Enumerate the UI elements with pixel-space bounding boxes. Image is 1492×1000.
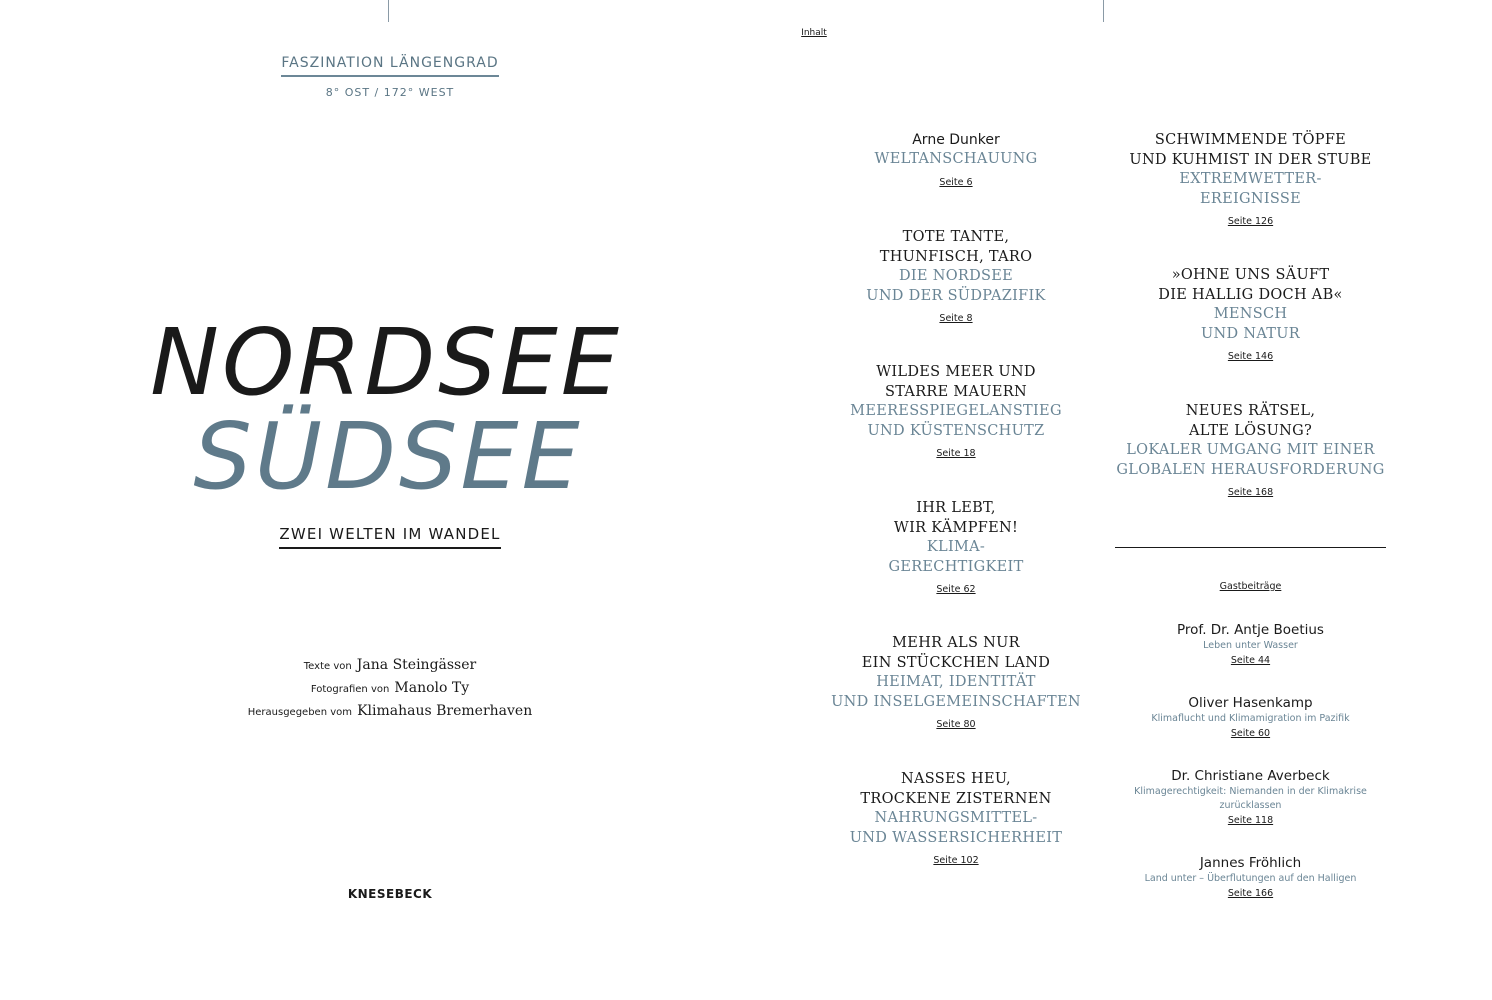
guest-entry[interactable] bbox=[1115, 694, 1386, 741]
toc-subtitle: HEIMAT, IDENTITÄT bbox=[876, 674, 1036, 690]
credit-label: Texte von bbox=[303, 661, 352, 672]
toc-entry[interactable] bbox=[826, 363, 1086, 460]
toc-page-link[interactable]: Seite 80 bbox=[936, 719, 976, 730]
guest-topic: zurücklassen bbox=[1219, 800, 1282, 811]
toc-heading: UND KUHMIST IN DER STUBE bbox=[1129, 151, 1372, 168]
toc-heading: THUNFISCH, TARO bbox=[879, 248, 1033, 265]
toc-subtitle: MENSCH bbox=[1213, 306, 1288, 322]
toc-heading: WIR KÄMPFEN! bbox=[893, 519, 1019, 536]
toc-subtitle: KLIMA- bbox=[926, 539, 986, 555]
book-title-block bbox=[120, 309, 660, 549]
toc-subtitle: UND KÜSTENSCHUTZ bbox=[867, 422, 1045, 439]
guest-entry[interactable] bbox=[1115, 621, 1386, 668]
toc-heading: MEHR ALS NUR bbox=[892, 635, 1020, 651]
toc-heading: STARRE MAUERN bbox=[885, 383, 1027, 400]
guest-author: Prof. Dr. Antje Boetius bbox=[1177, 622, 1324, 638]
series-coordinates: 8° OST / 172° WEST bbox=[325, 86, 455, 99]
guest-topic: Land unter – Überflutungen auf den Halligen bbox=[1144, 873, 1357, 884]
toc-subtitle: MEERESSPIEGELANSTIEG bbox=[850, 403, 1062, 419]
toc-subtitle: WELTANSCHAUUNG bbox=[874, 151, 1038, 167]
series-title: FASZINATION LÄNGENGRAD bbox=[281, 55, 498, 77]
toc-entry[interactable] bbox=[826, 499, 1086, 596]
credit-name: Manolo Ty bbox=[394, 680, 470, 696]
toc-page-link[interactable]: Seite 6 bbox=[939, 176, 973, 188]
toc-page-link[interactable]: Seite 146 bbox=[1227, 351, 1274, 362]
toc-subtitle: EREIGNISSE bbox=[1199, 190, 1301, 207]
guest-topic: Klimaflucht und Klimamigration im Pazifik bbox=[1151, 713, 1350, 724]
toc-subtitle: GERECHTIGKEIT bbox=[888, 558, 1024, 575]
toc-subtitle: EXTREMWETTER- bbox=[1179, 171, 1322, 187]
toc-subtitle: GLOBALEN HERAUSFORDERUNG bbox=[1116, 461, 1385, 478]
toc-page-link[interactable]: Seite 102 bbox=[933, 855, 979, 866]
credits-block bbox=[190, 654, 590, 723]
toc-heading: TOTE TANTE, bbox=[902, 229, 1010, 245]
guest-topic: Leben unter Wasser bbox=[1203, 640, 1298, 651]
guest-author: Jannes Fröhlich bbox=[1199, 855, 1302, 871]
toc-subtitle: DIE NORDSEE bbox=[898, 268, 1014, 284]
toc-subtitle: UND DER SÜDPAZIFIK bbox=[866, 287, 1046, 304]
credit-texts bbox=[190, 654, 590, 677]
toc-entry[interactable] bbox=[826, 228, 1086, 325]
toc-subtitle: LOKALER UMGANG MIT EINER bbox=[1126, 442, 1375, 458]
toc-subtitle: UND INSELGEMEINSCHAFTEN bbox=[831, 693, 1081, 710]
toc-heading: NEUES RÄTSEL, bbox=[1185, 403, 1316, 419]
toc-subtitle: NAHRUNGSMITTEL- bbox=[874, 810, 1038, 826]
contents-column-1 bbox=[826, 0, 1086, 1000]
credit-label: Herausgegeben vom bbox=[247, 707, 352, 718]
toc-heading: EIN STÜCKCHEN LAND bbox=[861, 654, 1051, 671]
toc-heading: DIE HALLIG DOCH AB« bbox=[1158, 286, 1343, 303]
toc-heading: »OHNE UNS SÄUFT bbox=[1171, 267, 1330, 283]
credit-photos bbox=[190, 677, 590, 700]
credit-name: Jana Steingässer bbox=[356, 657, 477, 673]
toc-page-link[interactable]: Seite 126 bbox=[1227, 216, 1274, 227]
guest-page-link[interactable]: Seite 118 bbox=[1227, 815, 1274, 826]
credit-publisher bbox=[190, 700, 590, 723]
toc-page-link[interactable]: Seite 18 bbox=[936, 448, 976, 459]
toc-author: Arne Dunker bbox=[912, 132, 1000, 148]
guest-author: Oliver Hasenkamp bbox=[1188, 695, 1313, 711]
series-block bbox=[190, 52, 590, 99]
guest-page-link[interactable]: Seite 44 bbox=[1230, 655, 1271, 666]
toc-entry[interactable] bbox=[826, 131, 1086, 189]
toc-entry[interactable] bbox=[826, 634, 1086, 731]
toc-heading: IHR LEBT, bbox=[916, 500, 996, 516]
toc-page-link[interactable]: Seite 8 bbox=[939, 313, 973, 324]
guest-column bbox=[1115, 0, 1386, 1000]
toc-page-link[interactable]: Seite 62 bbox=[936, 584, 976, 595]
credit-name: Klimahaus Bremerhaven bbox=[357, 703, 533, 719]
book-subtitle: ZWEI WELTEN IM WANDEL bbox=[279, 525, 500, 549]
toc-page-link[interactable]: Seite 168 bbox=[1227, 487, 1274, 498]
guest-contributions-label: Gastbeiträge bbox=[1219, 581, 1282, 592]
contents-label: Inhalt bbox=[801, 28, 827, 38]
top-rule-right bbox=[1103, 0, 1104, 22]
guest-author: Dr. Christiane Averbeck bbox=[1171, 768, 1330, 784]
toc-heading: TROCKENE ZISTERNEN bbox=[860, 790, 1052, 807]
guest-topic: Klimagerechtigkeit: Niemanden in der Klimakrise bbox=[1134, 786, 1367, 797]
book-title-line1: NORDSEE bbox=[150, 309, 622, 416]
guest-entry[interactable] bbox=[1115, 767, 1386, 828]
toc-subtitle: UND NATUR bbox=[1200, 325, 1301, 342]
toc-heading: ALTE LÖSUNG? bbox=[1188, 422, 1313, 439]
guest-page-link[interactable]: Seite 60 bbox=[1230, 728, 1271, 739]
credit-label: Fotografien von bbox=[310, 684, 390, 695]
toc-heading: WILDES MEER UND bbox=[876, 364, 1036, 380]
toc-heading: NASSES HEU, bbox=[901, 771, 1011, 787]
guest-entry[interactable] bbox=[1115, 854, 1386, 901]
toc-subtitle: UND WASSERSICHERHEIT bbox=[849, 829, 1063, 846]
publisher-logo: KNESEBECK bbox=[347, 887, 433, 901]
book-title-line2: SÜDSEE bbox=[193, 403, 583, 510]
toc-heading: SCHWIMMENDE TÖPFE bbox=[1154, 132, 1347, 148]
toc-entry[interactable] bbox=[826, 770, 1086, 867]
guest-page-link[interactable]: Seite 166 bbox=[1227, 888, 1274, 899]
